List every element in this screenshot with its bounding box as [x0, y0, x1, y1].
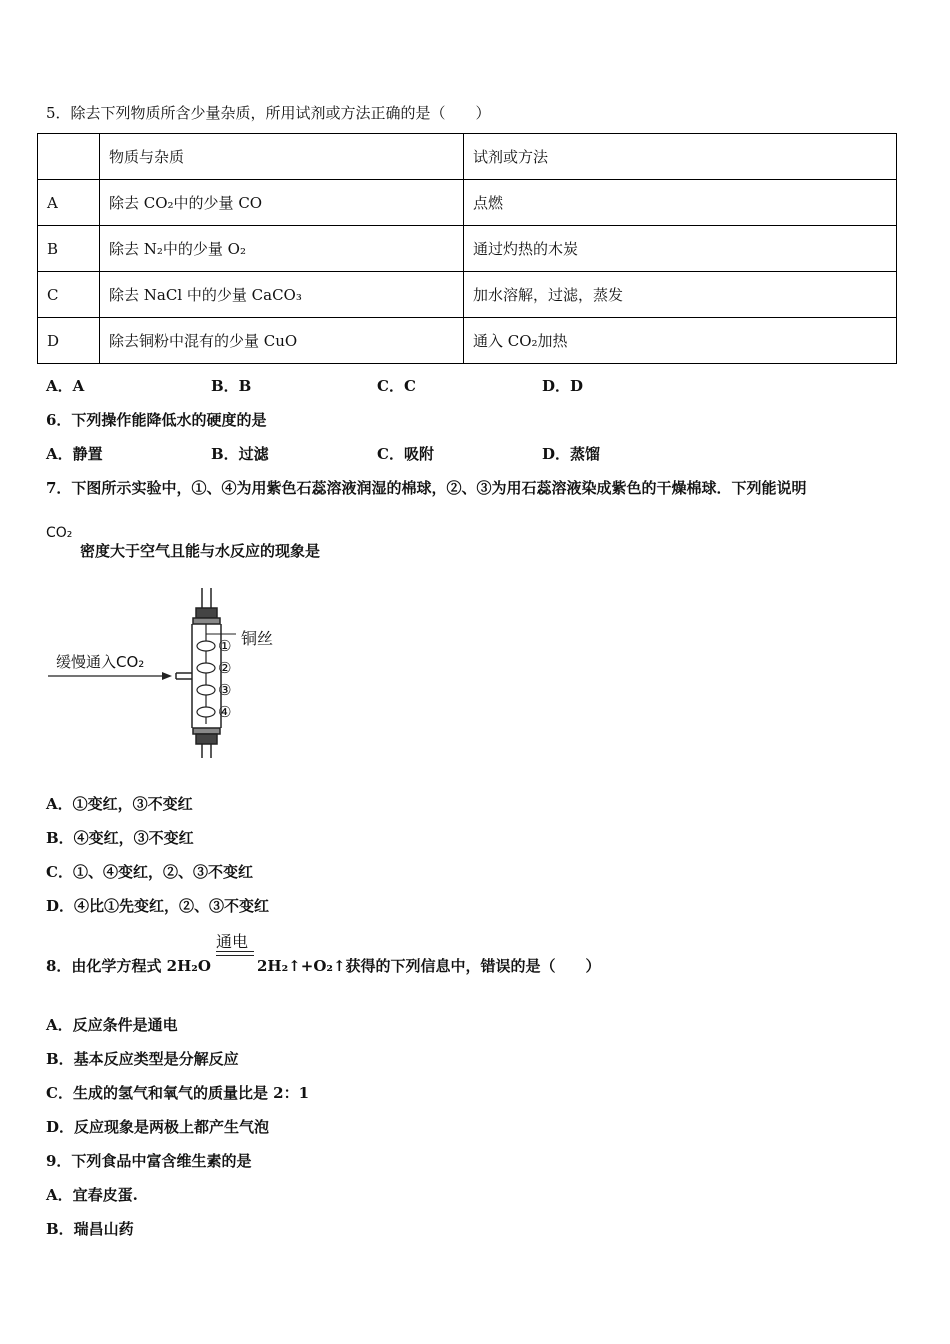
table-header-row: [38, 134, 897, 180]
table-cell: 物质与杂质: [100, 134, 464, 180]
q7-option-b[interactable]: B．④变红，③不变红: [46, 829, 194, 847]
table-cell: [38, 134, 100, 180]
arrow-head-icon: [162, 672, 172, 680]
q6-option-d[interactable]: D．蒸馏: [542, 445, 601, 463]
q8-option-a[interactable]: A．反应条件是通电: [46, 1016, 178, 1034]
ball-label-4: ④: [218, 703, 232, 721]
q7-option-c[interactable]: C．①、④变红，②、③不变红: [46, 863, 253, 881]
table-row: [38, 272, 897, 318]
q6-option-b[interactable]: B．过滤: [211, 445, 269, 463]
ball-label-2: ②: [218, 659, 232, 677]
ball-label-1: ①: [218, 637, 232, 655]
table-cell: A: [38, 180, 100, 226]
reaction-condition: 通电: [216, 932, 249, 951]
bottom-stopper: [193, 728, 220, 758]
q7-option-a[interactable]: A．①变红，③不变红: [46, 795, 193, 813]
side-inlet: [176, 673, 192, 679]
q7-option-d[interactable]: D．④比①先变红，②、③不变红: [46, 897, 270, 915]
q7-stem-line2: 密度大于空气且能与水反应的现象是: [80, 542, 321, 560]
q5-option-c[interactable]: C．C: [377, 377, 416, 395]
experiment-diagram: [40, 588, 300, 758]
q5-option-a[interactable]: A．A: [46, 377, 85, 395]
table-row: [38, 226, 897, 272]
table-cell: B: [38, 226, 100, 272]
table-row: [38, 180, 897, 226]
q8-option-b[interactable]: B．基本反应类型是分解反应: [46, 1050, 239, 1068]
q6-option-a[interactable]: A．静置: [46, 445, 103, 463]
table-cell: 点燃: [464, 180, 897, 226]
q8-stem-suffix: 2H₂↑+O₂↑获得的下列信息中，错误的是（ ）: [257, 957, 601, 975]
table-cell: D: [38, 318, 100, 364]
table-cell: 通过灼热的木炭: [464, 226, 897, 272]
q8-stem-prefix: 8．由化学方程式 2H₂O: [46, 957, 211, 975]
q8-option-d[interactable]: D．反应现象是两极上都产生气泡: [46, 1118, 270, 1136]
q6-option-c[interactable]: C．吸附: [377, 445, 434, 463]
table-cell: 除去 NaCl 中的少量 CaCO₃: [100, 272, 464, 318]
q5-table: [37, 133, 897, 364]
table-row: [38, 318, 897, 364]
table-cell: 除去 CO₂中的少量 CO: [100, 180, 464, 226]
q8-option-c[interactable]: C．生成的氢气和氧气的质量比是 2：1: [46, 1084, 310, 1102]
table-cell: 试剂或方法: [464, 134, 897, 180]
q5-option-b[interactable]: B．B: [211, 377, 252, 395]
table-cell: 通入 CO₂加热: [464, 318, 897, 364]
table-cell: 除去铜粉中混有的少量 CuO: [100, 318, 464, 364]
q5-option-d[interactable]: D．D: [542, 377, 584, 395]
copper-wire-label: 铜丝: [241, 629, 274, 648]
table-cell: C: [38, 272, 100, 318]
q6-stem: 6．下列操作能降低水的硬度的是: [46, 411, 267, 429]
q9-option-a[interactable]: A．宜春皮蛋.: [46, 1186, 138, 1204]
equation-line: [216, 951, 254, 952]
table-cell: 除去 N₂中的少量 O₂: [100, 226, 464, 272]
q7-stem-line1: 7．下图所示实验中，①、④为用紫色石蕊溶液润湿的棉球，②、③为用石蕊溶液染成紫色的干燥棉球．下列能说明: [46, 479, 807, 497]
q9-stem: 9．下列食品中富含维生素的是: [46, 1152, 252, 1170]
q9-option-b[interactable]: B．瑞昌山药: [46, 1220, 134, 1238]
q5-stem: 5．除去下列物质所含少量杂质，所用试剂或方法正确的是（ ）: [46, 104, 491, 122]
inlet-label: 缓慢通入CO₂: [56, 653, 145, 671]
table-cell: 加水溶解，过滤，蒸发: [464, 272, 897, 318]
ball-label-3: ③: [218, 681, 232, 699]
equation-line: [216, 955, 254, 956]
top-stopper: [193, 588, 220, 624]
co2-label: CO₂: [46, 525, 73, 541]
